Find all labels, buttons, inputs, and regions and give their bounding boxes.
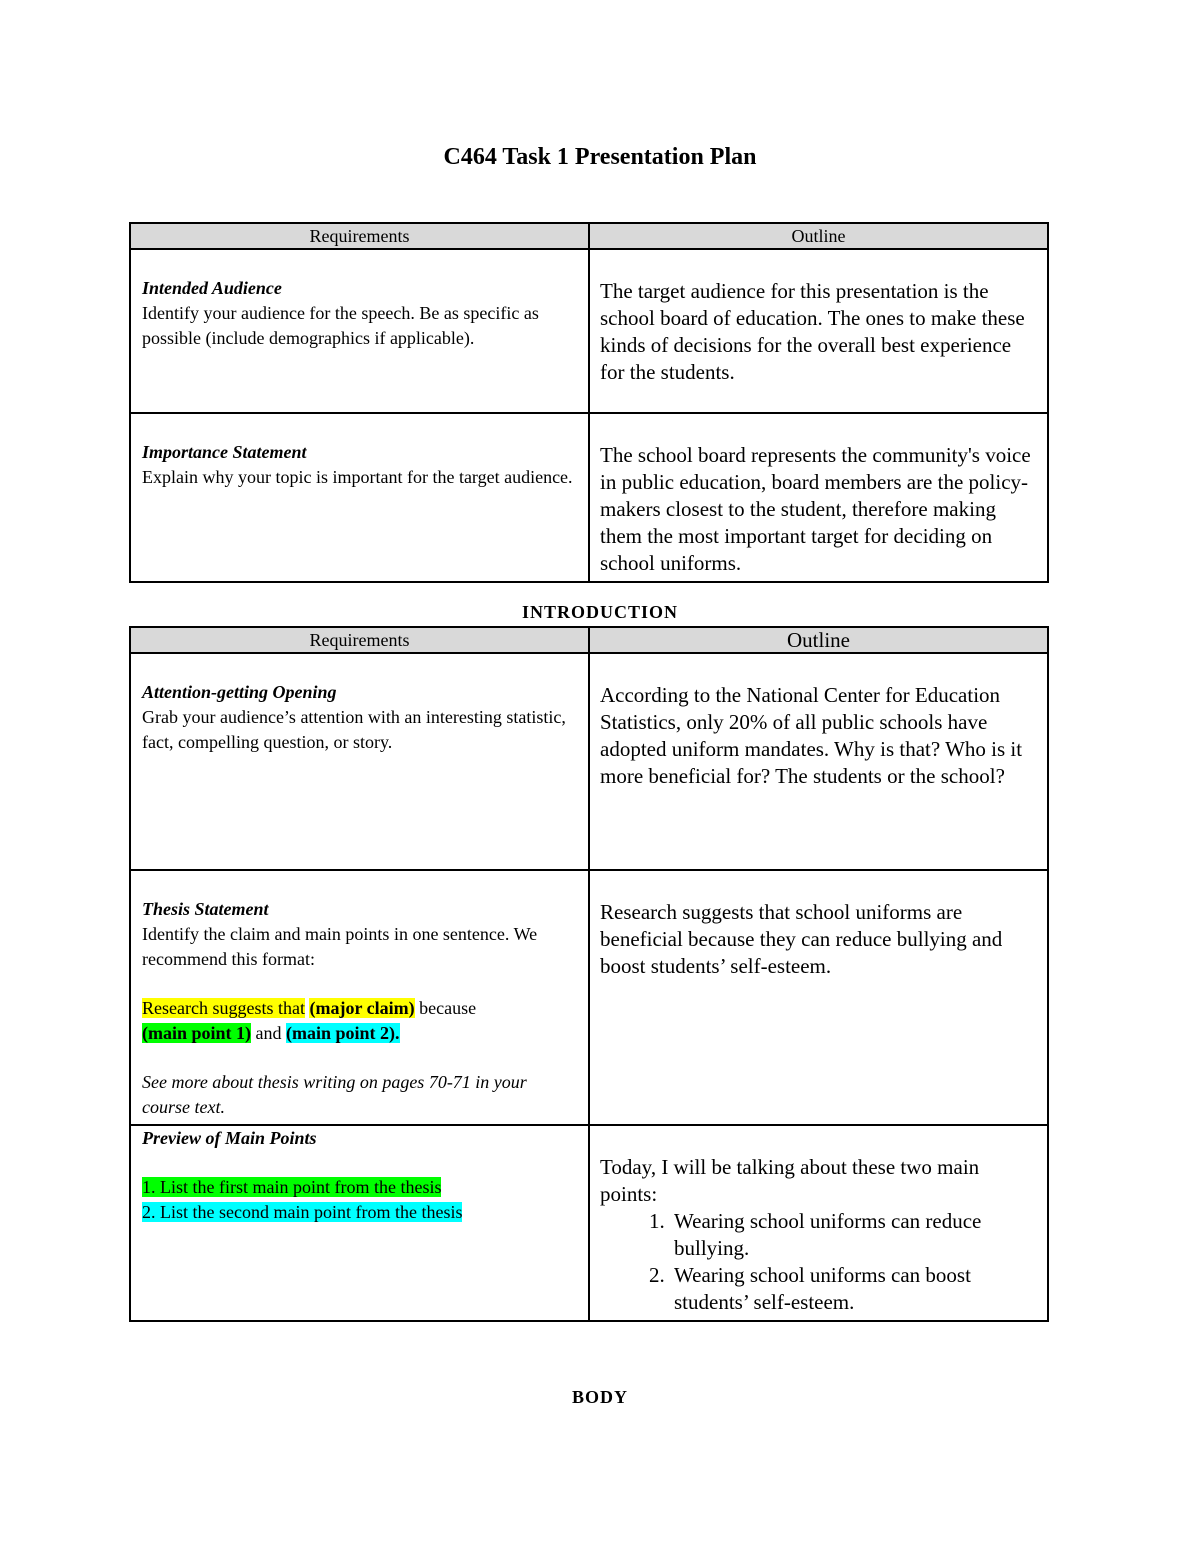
thesis-note: See more about thesis writing on pages 70-71 in your course text.: [142, 1072, 527, 1117]
audience-table: [129, 222, 1049, 583]
requirement-description: Grab your audience’s attention with an interesting statistic, fact, compelling question, or story.: [142, 707, 566, 752]
requirement-label: Thesis Statement: [142, 899, 269, 919]
requirement-label: Intended Audience: [142, 278, 282, 298]
page-title: C464 Task 1 Presentation Plan: [443, 144, 757, 170]
requirement-label: Preview of Main Points: [142, 1128, 317, 1148]
requirement-description: Identify the claim and main points in one sentence. We recommend this format:: [142, 924, 538, 969]
requirement-description: Explain why your topic is important for the target audience.: [142, 467, 573, 487]
preview-item-1: 1. List the first main point from the thesis: [142, 1177, 442, 1197]
requirement-label: Importance Statement: [142, 442, 307, 462]
format-claim: (major claim): [309, 998, 415, 1018]
table-row: [130, 870, 1048, 1125]
preview-outline-intro: Today, I will be talking about these two main points:: [600, 1155, 980, 1206]
table-row: [130, 413, 1048, 582]
preview-item-2: 2. List the second main point from the thesis: [142, 1202, 463, 1222]
introduction-table: [129, 626, 1049, 1322]
table-row: [130, 1125, 1048, 1321]
requirement-label: Attention-getting Opening: [142, 682, 337, 702]
body-heading: BODY: [571, 1387, 628, 1407]
header-outline: Outline: [589, 627, 1048, 653]
table-row: [130, 249, 1048, 413]
header-requirements: Requirements: [130, 627, 589, 653]
list-item: 2. Wearing school uniforms can boost students’ self-esteem.: [670, 1262, 1039, 1316]
header-requirements: Requirements: [130, 223, 589, 249]
introduction-heading: INTRODUCTION: [521, 602, 679, 622]
outline-text: The target audience for this presentation is the school board of education. The ones to make these kinds of decisions for the overall best experience for the students.: [600, 279, 1025, 384]
requirement-description: Identify your audience for the speech. Be as specific as possible (include demographics if applicable).: [142, 303, 539, 348]
list-item: 1. Wearing school uniforms can reduce bullying.: [670, 1208, 1039, 1262]
format-because: because: [419, 998, 477, 1018]
preview-points-list: [600, 1208, 1039, 1316]
format-point-2: (main point 2).: [286, 1023, 400, 1043]
outline-text: According to the National Center for Education Statistics, only 20% of all public schools have adopted uniform mandates. Why is that? Who is it more beneficial for? The students or the school?: [600, 683, 1023, 788]
outline-text: The school board represents the community's voice in public education, board members are the policy-makers closest to the student, therefore making them the most important target for deciding on school uniforms.: [600, 443, 1031, 575]
outline-text: Research suggests that school uniforms are beneficial because they can reduce bullying and boost students’ self-esteem.: [600, 900, 1003, 978]
format-point-1: (main point 1): [142, 1023, 252, 1043]
table-row: [130, 653, 1048, 870]
format-and: and: [255, 1023, 282, 1043]
header-outline: Outline: [589, 223, 1048, 249]
format-intro: Research suggests that: [142, 998, 305, 1018]
thesis-format: [142, 996, 578, 1046]
